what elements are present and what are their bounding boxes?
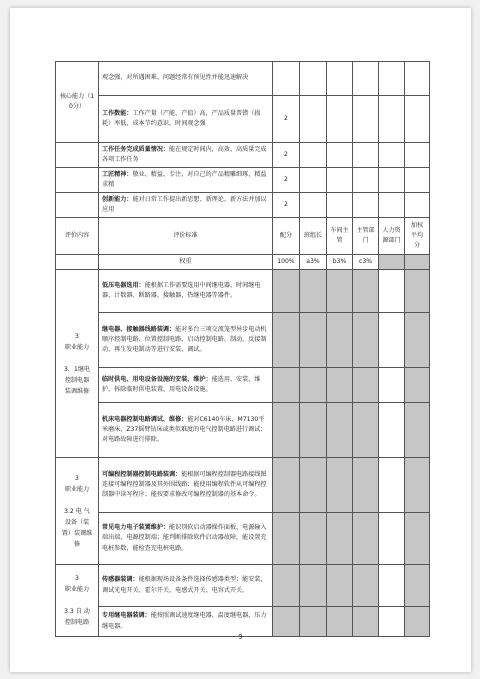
- section-3-1: [56, 270, 430, 458]
- evaluation-table: [55, 61, 430, 637]
- weight-score: 100%: [273, 255, 300, 270]
- header-score: 配分: [273, 218, 300, 255]
- criterion-score: 2: [273, 143, 300, 168]
- section-label: 3 职业能力 3.2 电 气 设备（装 置）装调维 修: [56, 458, 99, 565]
- top-section: [56, 62, 430, 218]
- section-3-3: [56, 565, 430, 637]
- criterion-score: 2: [273, 96, 300, 143]
- criterion-cell: 观念强，对所遇困难、问题经常有预见性并能迅速解决: [99, 62, 273, 96]
- criterion-cell: 传感器装调：能根据现场设备条件选择传感器类型；能安装、调试光电开关、霍尔开关、电感式开关、电容式开关。: [99, 565, 273, 607]
- section-3-2: [56, 458, 430, 565]
- criterion-cell: 可编程控制器控制电路装调：能根据可编程控制器电路接线图连接可编程控制器及其外围线路；能使用编程软件从可编程控制器中读写程序；能按要求修改可编程控制器的基本命令。: [99, 458, 273, 513]
- criterion-cell: 机床电器控制电路调试、维修：能对C6140车床、M7130平米磨床、Z37摇臂钻床或类似难度的电气控制电路进行调试；对电路故障进行排除。: [99, 403, 273, 458]
- criterion-cell: 工作数能：工作产量（产能、产值）高，产品质量普错（损耗）率低，成本节约意识、时间观念强: [99, 96, 273, 143]
- section-label: 3 职业能力 3.3 自 动 控制电路: [56, 565, 99, 637]
- weight-label: 权重: [99, 255, 273, 270]
- header-content: 评价内容: [56, 218, 99, 255]
- criterion-cell: 低压电器选用：能根据工作需要选用中间继电器、时间继电器、计数器、断路器、接触器、热继电器等器件。: [99, 270, 273, 313]
- criterion-cell: 工作任务完成质量情况：能在规定时间内，高效、高质量完成各项工作任务: [99, 143, 273, 168]
- page-number: 9: [238, 633, 243, 641]
- criterion-cell: 继电器、接触器线路装调：能对多台三项交流笼型异步电动机顺序控制电路、位置控制电路、启动控制电路、制动、反接制动、再生发电制动等进行安装、调试。: [99, 313, 273, 368]
- header-team: 班组长: [300, 218, 327, 255]
- criterion-cell: 工匠精神：敬业、精益、专注，对自己的产品精雕细琢，精益求精: [99, 168, 273, 193]
- header-dept: 主管部门: [353, 218, 379, 255]
- criterion-score: 2: [273, 193, 300, 218]
- criterion-cell: 常见电力电子装置维护：能识别软启动器操作面板、电源输入端出端、电源控制端；能判断排除软件启动器故障，能设置充电桩参数，能检查充电桩电路。: [99, 513, 273, 565]
- section-label: 3 职业能力 3．1继电 控制电器 装调维修: [56, 270, 99, 458]
- criterion-cell: 创新能力：能对日常工作提出新思想、新理论、新方法并加以应用: [99, 193, 273, 218]
- weight-team: a3%: [300, 255, 327, 270]
- core-ability-label: 核心能力（10分）: [56, 62, 99, 143]
- criterion-cell: 专用继电器装调：能按照调试速度继电器、温度继电器、压力继电器。: [99, 607, 273, 637]
- header-hr: 人力资源部门: [379, 218, 405, 255]
- criterion-cell: 临时供电、用电设备设施的安装、维护：能选用、安装、维护、拆除临时供电装置、用电设备设施。: [99, 368, 273, 403]
- header-weighted: 加权平均分: [405, 218, 430, 255]
- criterion-score: 2: [273, 168, 300, 193]
- header-section: [56, 218, 430, 270]
- criterion-score: [273, 62, 300, 96]
- weight-dept: c3%: [353, 255, 379, 270]
- header-workshop: 车间主管: [327, 218, 353, 255]
- weight-workshop: b3%: [327, 255, 353, 270]
- document-page: [10, 8, 471, 672]
- header-standard: 评价标准: [99, 218, 273, 255]
